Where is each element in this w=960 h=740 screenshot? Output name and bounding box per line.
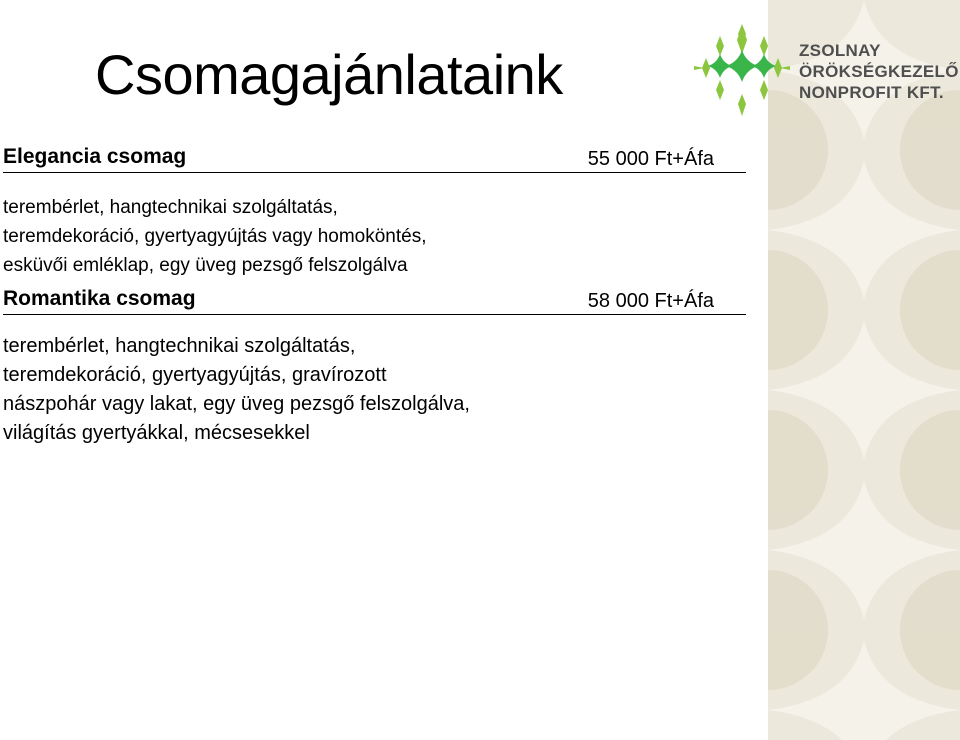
description-line: terembérlet, hangtechnikai szolgáltatás, — [3, 335, 356, 357]
package-header — [3, 284, 746, 315]
package-name: Elegancia csomag — [3, 145, 187, 168]
description-line: terembérlet, hangtechnikai szolgáltatás, — [3, 197, 338, 218]
description-line: teremdekoráció, gyertyagyújtás, gravírozott — [3, 364, 387, 386]
package-name: Romantika csomag — [3, 287, 196, 310]
description-line: esküvői emléklap, egy üveg pezsgő felszolgálva — [3, 255, 408, 276]
side-pattern — [768, 0, 960, 740]
logo-line-2: ÖRÖKSÉGKEZELŐ — [799, 62, 959, 81]
company-logo-text — [799, 40, 959, 103]
logo-line-3: NONPROFIT KFT. — [799, 83, 944, 102]
package-description — [3, 332, 643, 448]
package-description — [3, 193, 643, 280]
slide-title: Csomagajánlataink — [95, 43, 563, 106]
side-decorative-panel — [768, 0, 960, 740]
description-line: nászpohár vagy lakat, egy üveg pezsgő felszolgálva, — [3, 393, 470, 415]
package-header — [3, 142, 746, 173]
logo-line-1: ZSOLNAY — [799, 41, 881, 60]
description-line: világítás gyertyákkal, mécsesekkel — [3, 422, 310, 444]
package-price: 55 000 Ft+Áfa — [587, 148, 714, 170]
zsolnay-logo-icon — [690, 18, 794, 122]
package-price: 58 000 Ft+Áfa — [587, 290, 714, 312]
description-line: teremdekoráció, gyertyagyújtás vagy homoköntés, — [3, 226, 427, 247]
